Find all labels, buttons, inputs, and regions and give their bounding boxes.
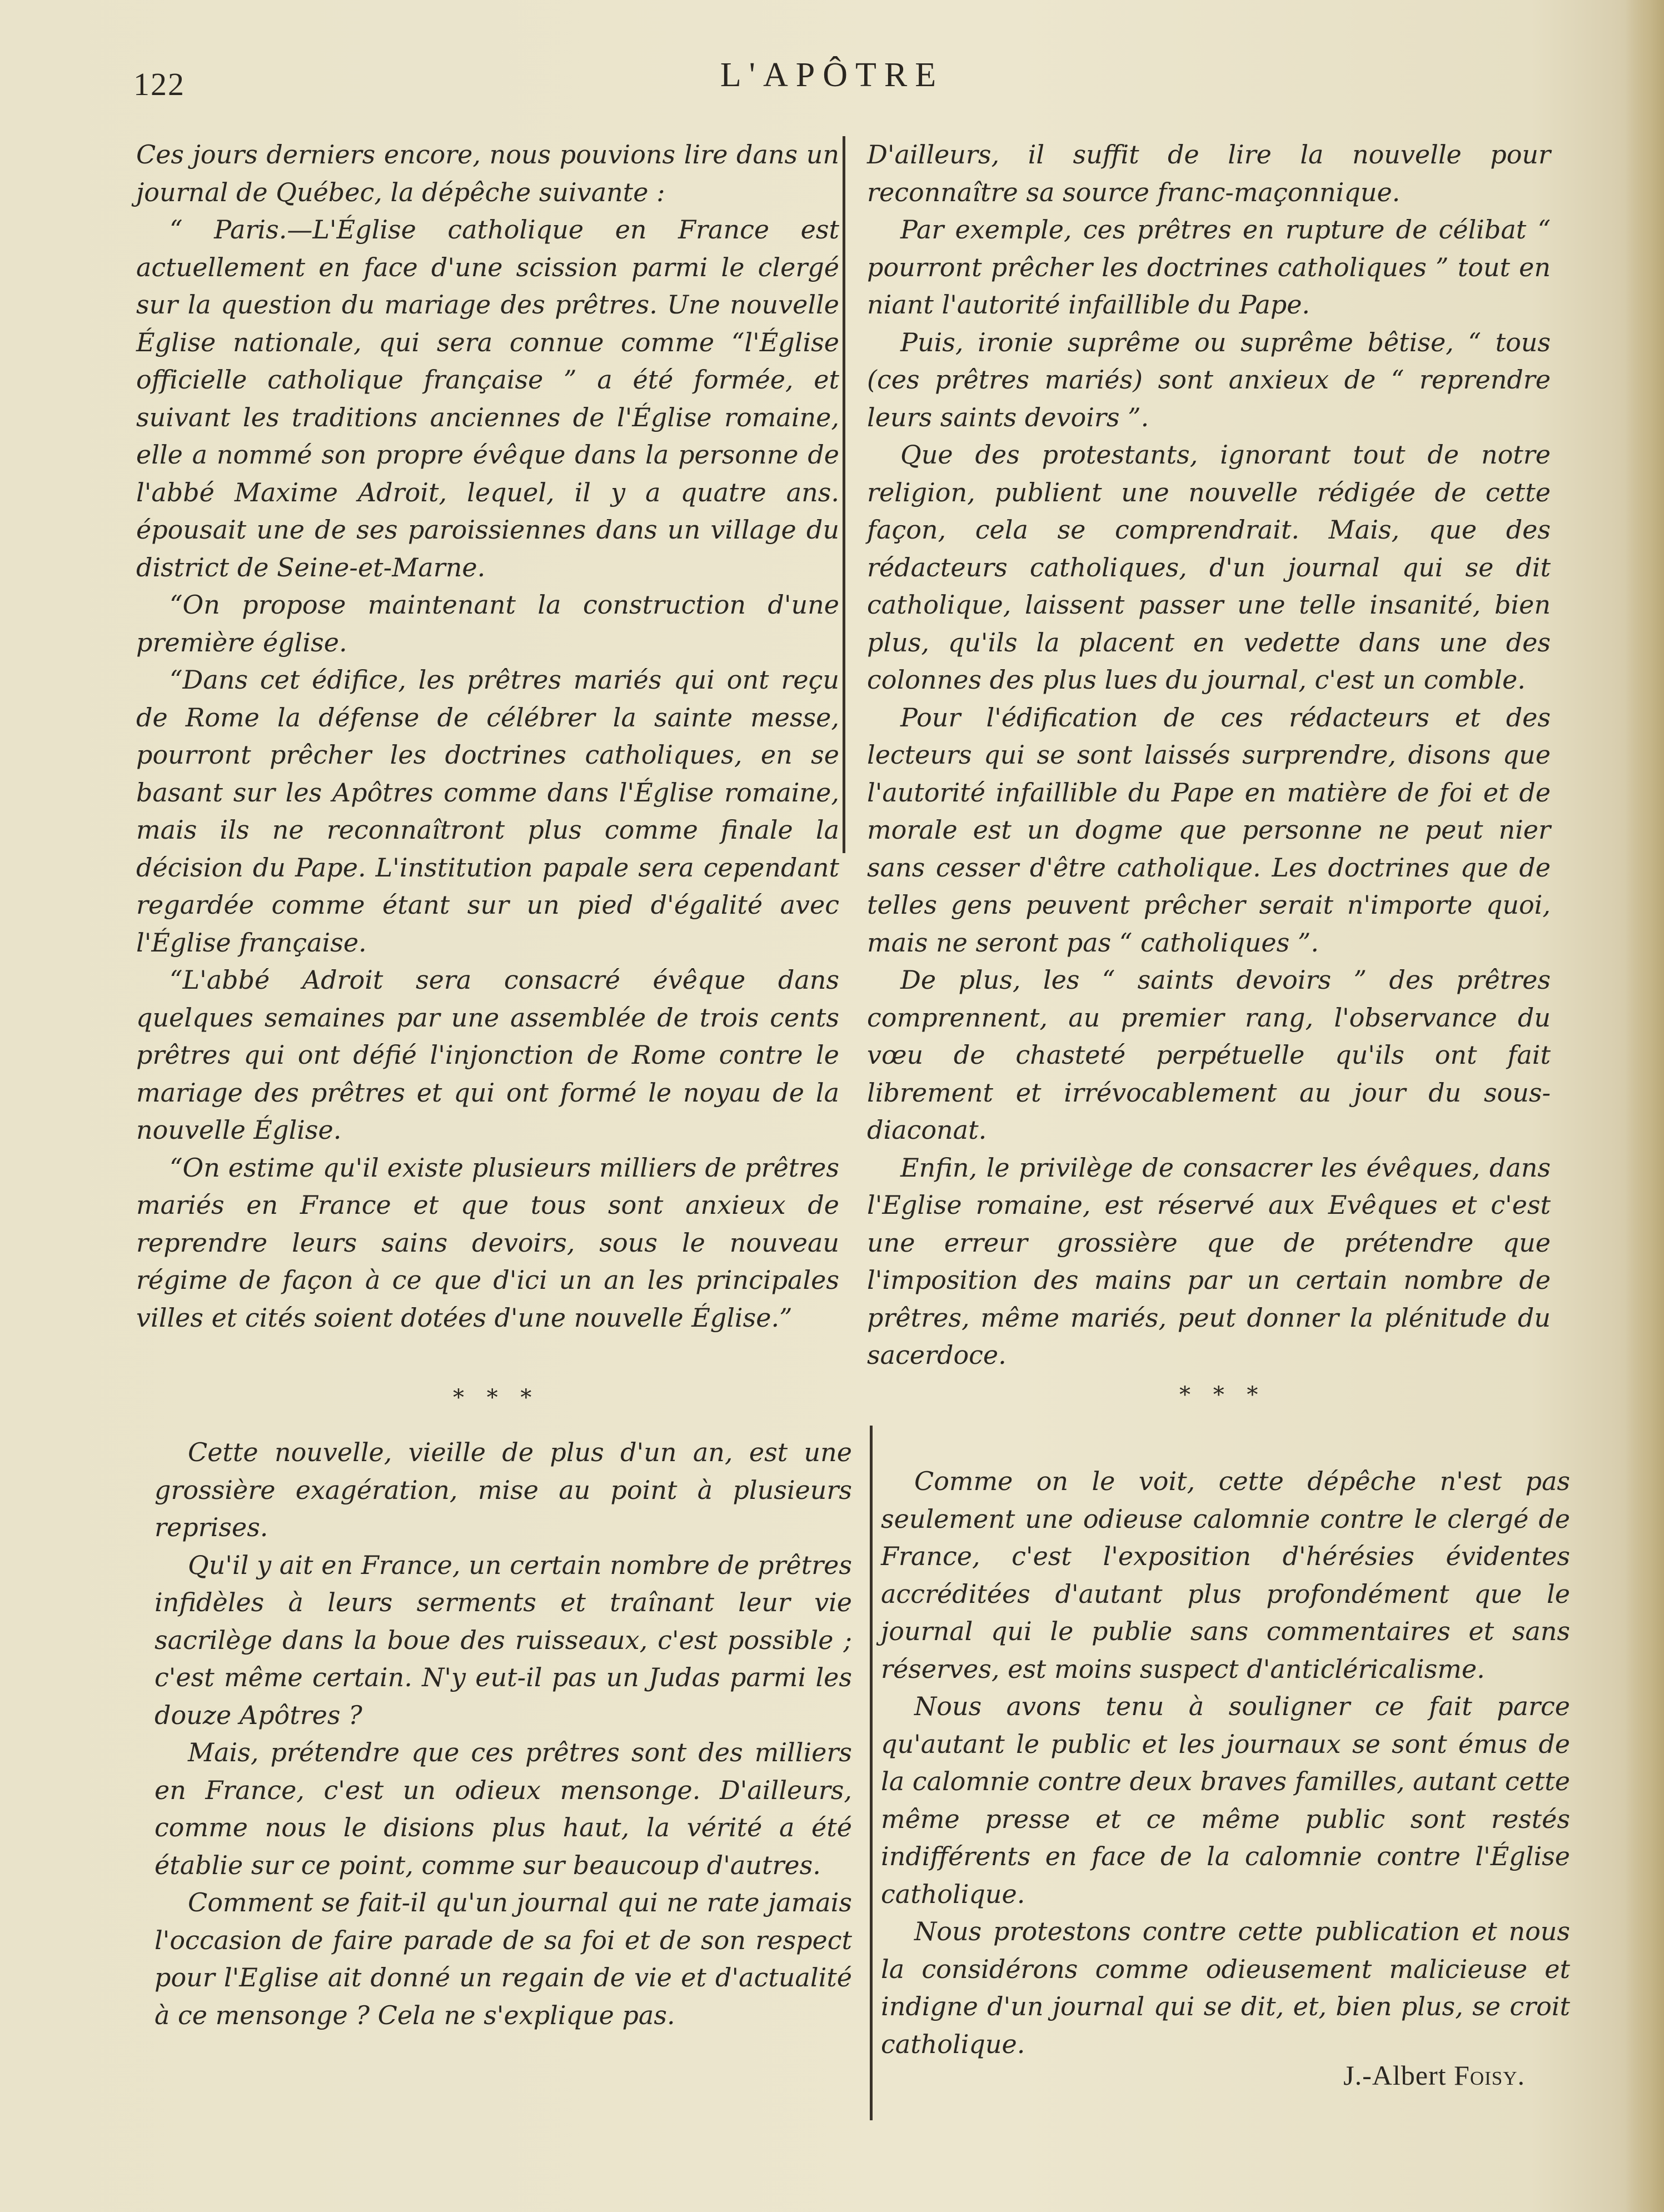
running-title: L'APÔTRE — [720, 56, 944, 94]
page-number: 122 — [133, 66, 185, 102]
paragraph: Nous protestons contre cette publication et nous la considérons comme odieusement malicieuse et indigne d'un journal qui se dit, et, bien plus, se croit catholique. — [881, 1916, 1570, 2059]
paragraph: Cette nouvelle, vieille de plus d'un an, est une grossière exagération, mise au point à plusieurs reprises. — [155, 1437, 852, 1542]
right-column-bottom — [881, 1463, 1570, 2063]
right-column-top — [867, 136, 1551, 1374]
paragraph: Puis, ironie suprême ou suprême bêtise, “ tous (ces prêtres mariés) sont anxieux de “ reprendre leurs saints devoirs ”. — [867, 327, 1551, 432]
paragraph: Qu'il y ait en France, un certain nombre de prêtres infidèles à leurs serments et traînant leur vie sacrilège dans la boue des ruisseaux, c'est possible ; c'est même certain. N'y eut-il pas un Judas parmi les douze Apôtres ? — [155, 1550, 852, 1730]
section-separator-right: * * * — [1179, 1382, 1266, 1408]
paragraph: De plus, les “ saints devoirs ” des prêtres comprennent, au premier rang, l'observance du vœu de chasteté perpétuelle qu'ils ont fait librement et irrévocablement au jour du sous-diaconat. — [867, 965, 1551, 1145]
author-signature — [1343, 2059, 1525, 2091]
paragraph: “L'abbé Adroit sera consacré évêque dans quelques semaines par une assemblée de trois cents prêtres qui ont défié l'injonction de Rome contre le mariage des prêtres et qui ont formé le noyau de la nouvelle Église. — [136, 965, 839, 1145]
paragraph: “On estime qu'il existe plusieurs milliers de prêtres mariés en France et que tous sont anxieux de reprendre leurs sains devoirs, sous le nouveau régime de façon à ce que d'ici un an les principales villes et cités soient dotées d'une nouvelle Église.” — [136, 1152, 839, 1333]
section-separator-left: * * * — [453, 1385, 540, 1411]
column-rule-upper — [843, 136, 845, 853]
signature-first-name: J.-Albert — [1343, 2060, 1447, 2091]
left-column-top — [136, 136, 839, 1337]
paragraph: Mais, prétendre que ces prêtres sont des milliers en France, c'est un odieux mensonge. D'ailleurs, comme nous le disions plus haut, la vérité a été établie sur ce point, comme sur beaucoup d'autres. — [155, 1737, 852, 1880]
signature-last-name: Foisy. — [1454, 2060, 1525, 2091]
paragraph: “ Paris.—L'Église catholique en France est actuellement en face d'une scission parmi le clergé sur la question du mariage des prêtres. Une nouvelle Église nationale, qui sera connue comme “l'Église officielle catholique française ” a été formée, et suivant les traditions anciennes de l'Église romaine, elle a nommé son propre évêque dans la personne de l'abbé Maxime Adroit, lequel, il y a quatre ans. épousait une de ses paroissiennes dans un village du district de Seine-et-Marne. — [136, 215, 839, 582]
paragraph: Par exemple, ces prêtres en rupture de célibat “ pourront prêcher les doctrines catholiques ” tout en niant l'autorité infaillible du Pape. — [867, 215, 1551, 320]
paragraph: Que des protestants, ignorant tout de notre religion, publient une nouvelle rédigée de cette façon, cela se comprendrait. Mais, que des rédacteurs catholiques, d'un journal qui se dit catholique, laissent passer une telle insanité, bien plus, qu'ils la placent en vedette dans une des colonnes des plus lues du journal, c'est un comble. — [867, 440, 1551, 695]
paragraph: Nous avons tenu à souligner ce fait parce qu'autant le public et les journaux se sont émus de la calomnie contre deux braves familles, autant cette même presse et ce même public sont restés indifférents en face de la calomnie contre l'Église catholique. — [881, 1691, 1570, 1909]
paragraph: Comment se fait-il qu'un journal qui ne rate jamais l'occasion de faire parade de sa foi et de son respect pour l'Eglise ait donné un regain de vie et d'actualité à ce mensonge ? Cela ne s'explique pas. — [155, 1887, 852, 2030]
paragraph: Ces jours derniers encore, nous pouvions lire dans un journal de Québec, la dépêche suivante : — [136, 140, 839, 207]
paragraph: Comme on le voit, cette dépêche n'est pas seulement une odieuse calomnie contre le clergé de France, c'est l'exposition d'hérésies évidentes accréditées d'autant plus profondément que le journal qui le publie sans commentaires et sans réserves, est moins suspect d'anticléricalisme. — [881, 1466, 1570, 1684]
paragraph: “Dans cet édifice, les prêtres mariés qui ont reçu de Rome la défense de célébrer la sainte messe, pourront prêcher les doctrines catholiques, en se basant sur les Apôtres comme dans l'Église romaine, mais ils ne reconnaîtront plus comme finale la décision du Pape. L'institution papale sera cependant regardée comme étant sur un pied d'égalité avec l'Église française. — [136, 665, 839, 958]
book-spine-shadow — [1625, 0, 1664, 2212]
left-column-bottom — [155, 1434, 852, 2034]
column-rule-lower — [870, 1426, 873, 2120]
paragraph: Enfin, le privilège de consacrer les évêques, dans l'Eglise romaine, est réservé aux Evêques et c'est une erreur grossière que de prétendre que l'imposition des mains par un certain nombre de prêtres, même mariés, peut donner la plénitude du sacerdoce. — [867, 1152, 1551, 1370]
paragraph: Pour l'édification de ces rédacteurs et des lecteurs qui se sont laissés surprendre, disons que l'autorité infaillible du Pape en matière de foi et de morale est un dogme que personne ne peut nier sans cesser d'être catholique. Les doctrines que de telles gens peuvent prêcher serait n'importe quoi, mais ne seront pas “ catholiques ”. — [867, 702, 1551, 958]
paragraph: D'ailleurs, il suffit de lire la nouvelle pour reconnaître sa source franc-maçonnique. — [867, 140, 1551, 207]
paragraph: “On propose maintenant la construction d'une première église. — [136, 590, 839, 657]
